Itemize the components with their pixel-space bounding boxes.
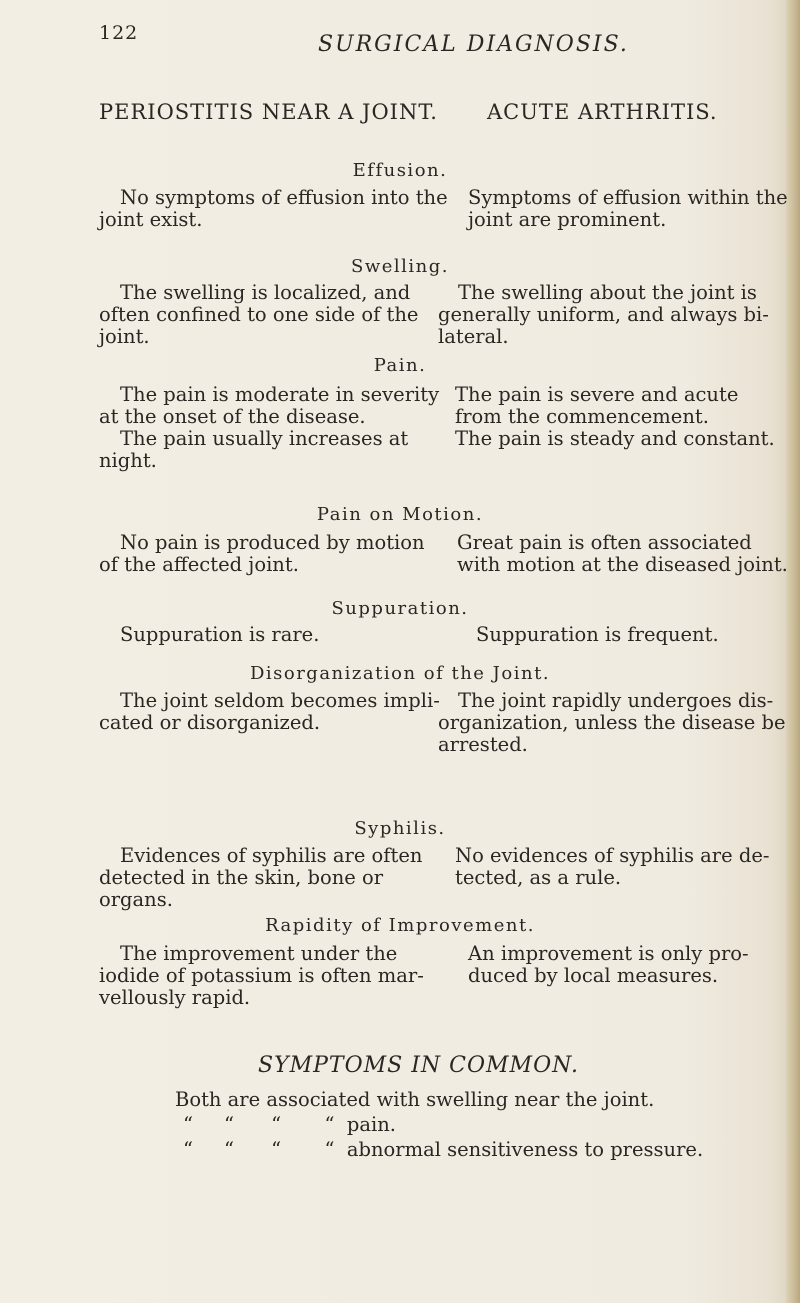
- section-heading-suppuration: Suppuration.: [331, 598, 469, 619]
- section-heading-disorganization: Disorganization of the Joint.: [249, 663, 551, 684]
- text-line: cated or disorganized.: [99, 711, 321, 734]
- text-line: Suppuration is frequent.: [476, 623, 719, 646]
- text-line: at the onset of the disease.: [99, 405, 366, 428]
- running-title: SURGICAL DIAGNOSIS.: [318, 32, 629, 57]
- text-line: of the affected joint.: [99, 553, 299, 576]
- text-line: arrested.: [438, 733, 528, 756]
- right-column-title: ACUTE ARTHRITIS.: [487, 100, 718, 124]
- text-line: The joint seldom becomes impli-: [120, 689, 440, 712]
- text-line: Suppuration is rare.: [120, 623, 320, 646]
- running-header: [0, 22, 800, 62]
- pain-right: [455, 384, 800, 450]
- text-line: The pain is steady and constant.: [455, 427, 775, 450]
- suppuration-right: [476, 624, 800, 646]
- improvement-left: [99, 943, 434, 1009]
- effusion-left: [99, 186, 448, 231]
- common-symptoms-title: SYMPTOMS IN COMMON.: [258, 1053, 579, 1078]
- syphilis-right: [455, 845, 800, 889]
- syphilis-left: [99, 845, 434, 911]
- text-line: lateral.: [438, 325, 509, 348]
- text-line: The swelling is localized, and: [120, 281, 411, 304]
- swelling-left: [99, 282, 434, 348]
- pain-on-motion-left: [99, 532, 434, 576]
- text-line: organs.: [99, 888, 173, 911]
- section-heading-pain: Pain.: [373, 355, 427, 376]
- improvement-right: [468, 943, 800, 987]
- text-line: An improvement is only pro-: [468, 942, 749, 965]
- section-heading-swelling: Swelling.: [351, 256, 449, 277]
- text-line: The pain is severe and acute: [455, 383, 739, 406]
- swelling-right: [438, 282, 783, 348]
- section-heading-improvement: Rapidity of Improvement.: [265, 915, 535, 936]
- text-line: The improvement under the: [120, 942, 398, 965]
- text-line: Great pain is often associated: [457, 531, 752, 554]
- common-line: Both are associated with swelling near the joint.: [175, 1088, 655, 1111]
- text-line: The joint rapidly undergoes dis-: [458, 689, 774, 712]
- pain-left: [99, 383, 440, 472]
- text-line: generally uniform, and always bi-: [438, 303, 769, 326]
- disorganization-left: [99, 689, 440, 734]
- text-line: often confined to one side of the: [99, 303, 419, 326]
- text-line: The pain is moderate in severity: [120, 383, 440, 406]
- text-line: joint.: [99, 325, 150, 348]
- effusion-right: [468, 187, 800, 231]
- text-line: Symptoms of effusion within the: [468, 186, 788, 209]
- text-line: iodide of potassium is often mar-: [99, 964, 424, 987]
- text-line: vellously rapid.: [99, 986, 251, 1009]
- text-line: organization, unless the disease be: [438, 711, 786, 734]
- text-line: No symptoms of effusion into the: [120, 186, 448, 209]
- text-line: joint are prominent.: [468, 208, 667, 231]
- text-line: with motion at the diseased joint.: [457, 553, 788, 576]
- section-heading-effusion: Effusion.: [352, 160, 448, 181]
- text-line: duced by local measures.: [468, 964, 719, 987]
- text-line: Evidences of syphilis are often: [120, 844, 423, 867]
- text-line: tected, as a rule.: [455, 866, 622, 889]
- text-line: No evidences of syphilis are de-: [455, 844, 770, 867]
- disorganization-right: [438, 689, 786, 756]
- section-heading-pain-on-motion: Pain on Motion.: [316, 504, 484, 525]
- common-line: “ “ “ “ abnormal sensitiveness to pressure.: [183, 1138, 704, 1161]
- text-line: The pain usually increases at: [120, 427, 409, 450]
- text-line: joint exist.: [99, 208, 203, 231]
- pain-on-motion-right: [457, 532, 800, 576]
- text-line: No pain is produced by motion: [120, 531, 425, 554]
- text-line: night.: [99, 449, 157, 472]
- text-line: detected in the skin, bone or: [99, 866, 384, 889]
- common-line: “ “ “ “ pain.: [183, 1113, 396, 1136]
- section-heading-syphilis: Syphilis.: [354, 818, 446, 839]
- text-line: The swelling about the joint is: [458, 281, 757, 304]
- suppuration-left: [99, 624, 434, 646]
- left-column-title: PERIOSTITIS NEAR A JOINT.: [99, 100, 438, 124]
- text-line: from the commencement.: [455, 405, 709, 428]
- page-number: 122: [99, 22, 139, 44]
